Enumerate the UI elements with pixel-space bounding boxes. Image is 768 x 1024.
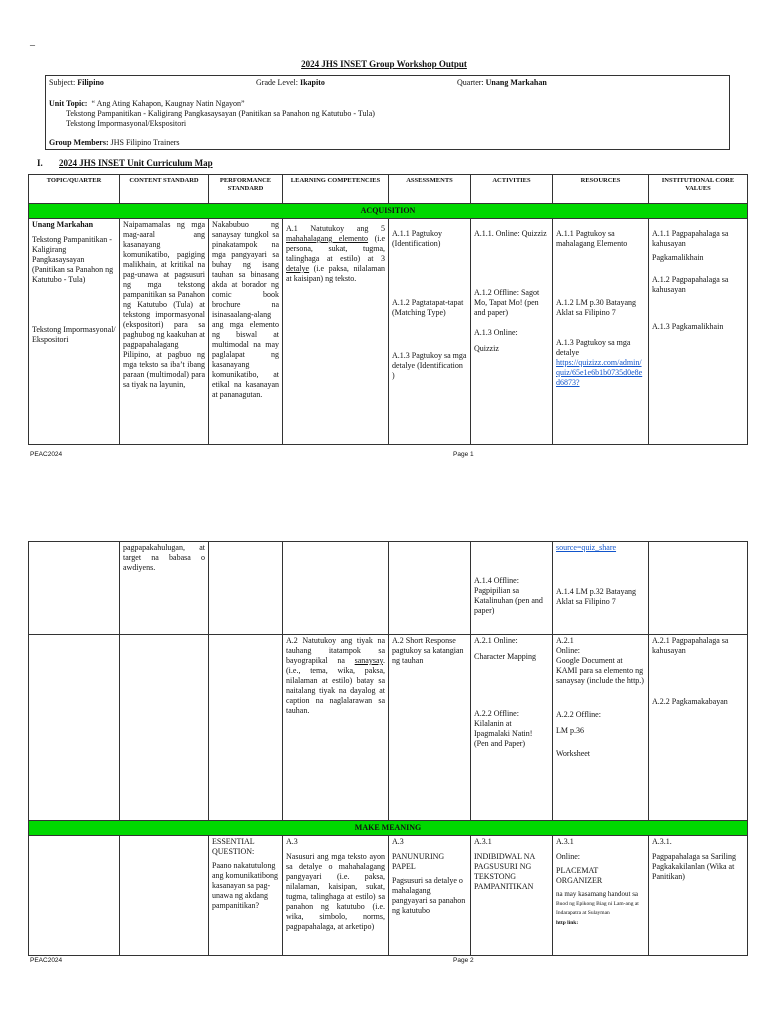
assessments-cell: [389, 542, 471, 635]
header-assessments: ASSESSMENTS: [389, 175, 471, 204]
performance-standard-cell: Nakabubuo ng sanaysay tungkol sa pinakatampok na mga pangyayari sa buhay ng isang tauhan sa binasang akda at borador ng comic book brochure na isinasaalang-alang ang mga elemento ng biswal at multimodal na may paglalapat ng kasanayang komunikatibo, at etikal na kasanayan at pananagutan.: [209, 219, 283, 445]
footer-left-page1: PEAC2024: [30, 451, 63, 458]
grade-field: Grade Level: Ikapito: [256, 78, 325, 87]
section-heading: I. 2024 JHS INSET Unit Curriculum Map: [37, 158, 213, 168]
quarter-field: Quarter: Unang Markahan: [457, 78, 547, 87]
group-members: Group Members: JHS Filipino Trainers: [49, 138, 180, 147]
subject-field: Subject: Filipino: [49, 78, 104, 87]
core-values-cell: A.2.1 Pagpapahalaga sa kahusayan A.2.2 Pagkamakabayan: [649, 635, 748, 821]
stray-dash: –: [30, 40, 35, 51]
header-row: [29, 175, 748, 204]
curriculum-map-table-page1: [28, 174, 748, 445]
content-standard-cell: pagpapakahulugan, at target na babasa o awdiyens.: [120, 542, 209, 635]
content-standard-cell: [120, 836, 209, 956]
learning-competency-cell: A.3 Nasusuri ang mga teksto ayon sa detalye o mahahalagang pangyayari (i.e. paksa, nilalaman, kaisipan, sukat, tugma, talinghaga at estilo) sa panahon ng katutubo (i.e. wika, simbolo, norms, pagpapahalaga, at arketipo): [283, 836, 389, 956]
resources-cell: A.1.1 Pagtukoy sa mahalagang Elemento A.1.2 LM p.30 Batayang Aklat sa Filipino 7 A.1.3 Pagtukoy sa mga detalye https://quizizz.com/admin/quiz/65e1e6b1b0735d0e8ed6873?: [553, 219, 649, 445]
assessments-cell: A.3 PANUNURING PAPEL Pagsusuri sa detalye o mahalagang pangyayari sa panahon ng katutubo: [389, 836, 471, 956]
header-topic-quarter: TOPIC/QUARTER: [29, 175, 120, 204]
resources-cell: A.2.1 Online: Google Document at KAMI para sa elemento ng sanaysay (include the http.) A.2.2 Offline: LM p.36 Worksheet: [553, 635, 649, 821]
unit-topic: Unit Topic: “ Ang Ating Kahapon, Kaugnay Natin Ngayon”: [49, 99, 245, 108]
core-values-cell: A.3.1. Pagpapahalaga sa Sariling Pagkakakilanlan (Wika at Panitikan): [649, 836, 748, 956]
table-row: [29, 542, 748, 635]
header-activities: ACTIVITIES: [471, 175, 553, 204]
assessments-cell: A.1.1 Pagtukoy (Identification) A.1.2 Pagtatapat-tapat (Matching Type) A.1.3 Pagtukoy sa mga detalye (Identification ): [389, 219, 471, 445]
quiz-share-link[interactable]: source=quiz_share: [556, 543, 617, 552]
activities-cell: A.1.4 Offline: Pagpipilian sa Katalinuhan (pen and paper): [471, 542, 553, 635]
unit-topic-line3: Tekstong Impormasyonal/Ekspositori: [66, 119, 187, 128]
acquisition-band: ACQUISITION: [29, 204, 748, 219]
curriculum-map-table-page2: [28, 541, 748, 956]
footer-page2: Page 2: [453, 957, 474, 964]
header-performance-standard: PERFORMANCE STANDARD: [209, 175, 283, 204]
header-resources: RESOURCES: [553, 175, 649, 204]
topic-quarter-cell: [29, 542, 120, 635]
document-title: 2024 JHS INSET Group Workshop Output: [301, 59, 467, 69]
activities-cell: A.2.1 Online: Character Mapping A.2.2 Offline: Kilalanin at Ipagmalaki Natin! (Pen and Paper): [471, 635, 553, 821]
performance-standard-cell: [209, 542, 283, 635]
header-learning-competencies: LEARNING COMPETENCIES: [283, 175, 389, 204]
learning-competency-cell: A.2 Natutukoy ang tiyak na tauhang itatampok sa bayograpikal na sanaysay. (i.e., tema, wika, paksa, nilalaman at estilo) batay sa naitalang tiyak na dayalog at caption na naglalarawan sa tauhan.: [283, 635, 389, 821]
core-values-cell: [649, 542, 748, 635]
unit-info-box: [45, 75, 730, 150]
unit-topic-line2: Tekstong Pampanitikan - Kaligirang Pangkasaysayan (Panitikan sa Panahon ng Katutubo - Tula): [66, 109, 375, 118]
content-standard-cell: Naipamamalas ng mga mag-aaral ang kasanayang komunikatibo, pagiging malikhain, at kritikal na pag-unawa at pagsusuri ng mga tekstong pampanitikan sa Panahon ng Katutubo (Tula) at tekstong impormasyonal (ekspositori) para sa paghubog ng kaakuhan at pagpapahalagang Pilipino, at pagbuo ng mga teksto sa iba’t ibang paraan (multimodal) para sa tiyak na layunin,: [120, 219, 209, 445]
table-row: [29, 635, 748, 821]
footer-left-page2: PEAC2024: [30, 957, 63, 964]
activities-cell: A.1.1. Online: Quizziz A.1.2 Offline: Sagot Mo, Tapat Mo! (pen and paper) A.1.3 Online: Quizziz: [471, 219, 553, 445]
quizizz-link[interactable]: https://quizizz.com/admin/quiz/65e1e6b1b0735d0e8ed6873?: [556, 358, 643, 387]
table-row: [29, 836, 748, 956]
learning-competency-cell: [283, 542, 389, 635]
subject-row: [49, 78, 726, 89]
header-content-standard: CONTENT STANDARD: [120, 175, 209, 204]
content-standard-cell: [120, 635, 209, 821]
resources-cell: source=quiz_share A.1.4 LM p.32 Batayang Aklat sa Filipino 7: [553, 542, 649, 635]
assessments-cell: A.2 Short Response pagtukoy sa katangian ng tauhan: [389, 635, 471, 821]
topic-quarter-cell: Unang Markahan Tekstong Pampanitikan - Kaligirang Pangkasaysayan (Panitikan sa Panahon ng Katutubo - Tula) Tekstong Impormasyonal/ Ekspositori: [29, 219, 120, 445]
table-row: [29, 219, 748, 445]
performance-standard-cell: ESSENTIAL QUESTION: Paano nakatutulong ang komunikatibong kasanayan sa pag-unawa ng akdang pampanitikan?: [209, 836, 283, 956]
header-core-values: INSTITUTIONAL CORE VALUES: [649, 175, 748, 204]
performance-standard-cell: [209, 635, 283, 821]
topic-quarter-cell: [29, 836, 120, 956]
make-meaning-band: MAKE MEANING: [29, 821, 748, 836]
topic-quarter-cell: [29, 635, 120, 821]
footer-page1: Page 1: [453, 451, 474, 458]
learning-competency-cell: A.1 Natutukoy ang 5 mahahalagang elemento (i.e persona, sukat, tugma, talinghaga at estilo) at 3 detalye (i.e paksa, nilalaman at kaisipan) ng teksto.: [283, 219, 389, 445]
resources-cell: A.3.1 Online: PLACEMAT ORGANIZER na may kasamang handout sa Buod ng Epikong Biag ni Lam-ang at Indarapatra at Sulayman http link:: [553, 836, 649, 956]
core-values-cell: A.1.1 Pagpapahalaga sa kahusayan Pagkamalikhain A.1.2 Pagpapahalaga sa kahusayan A.1.3 Pagkamalikhain: [649, 219, 748, 445]
activities-cell: A.3.1 INDIBIDWAL NA PAGSUSURI NG TEKSTONG PAMPANITIKAN: [471, 836, 553, 956]
